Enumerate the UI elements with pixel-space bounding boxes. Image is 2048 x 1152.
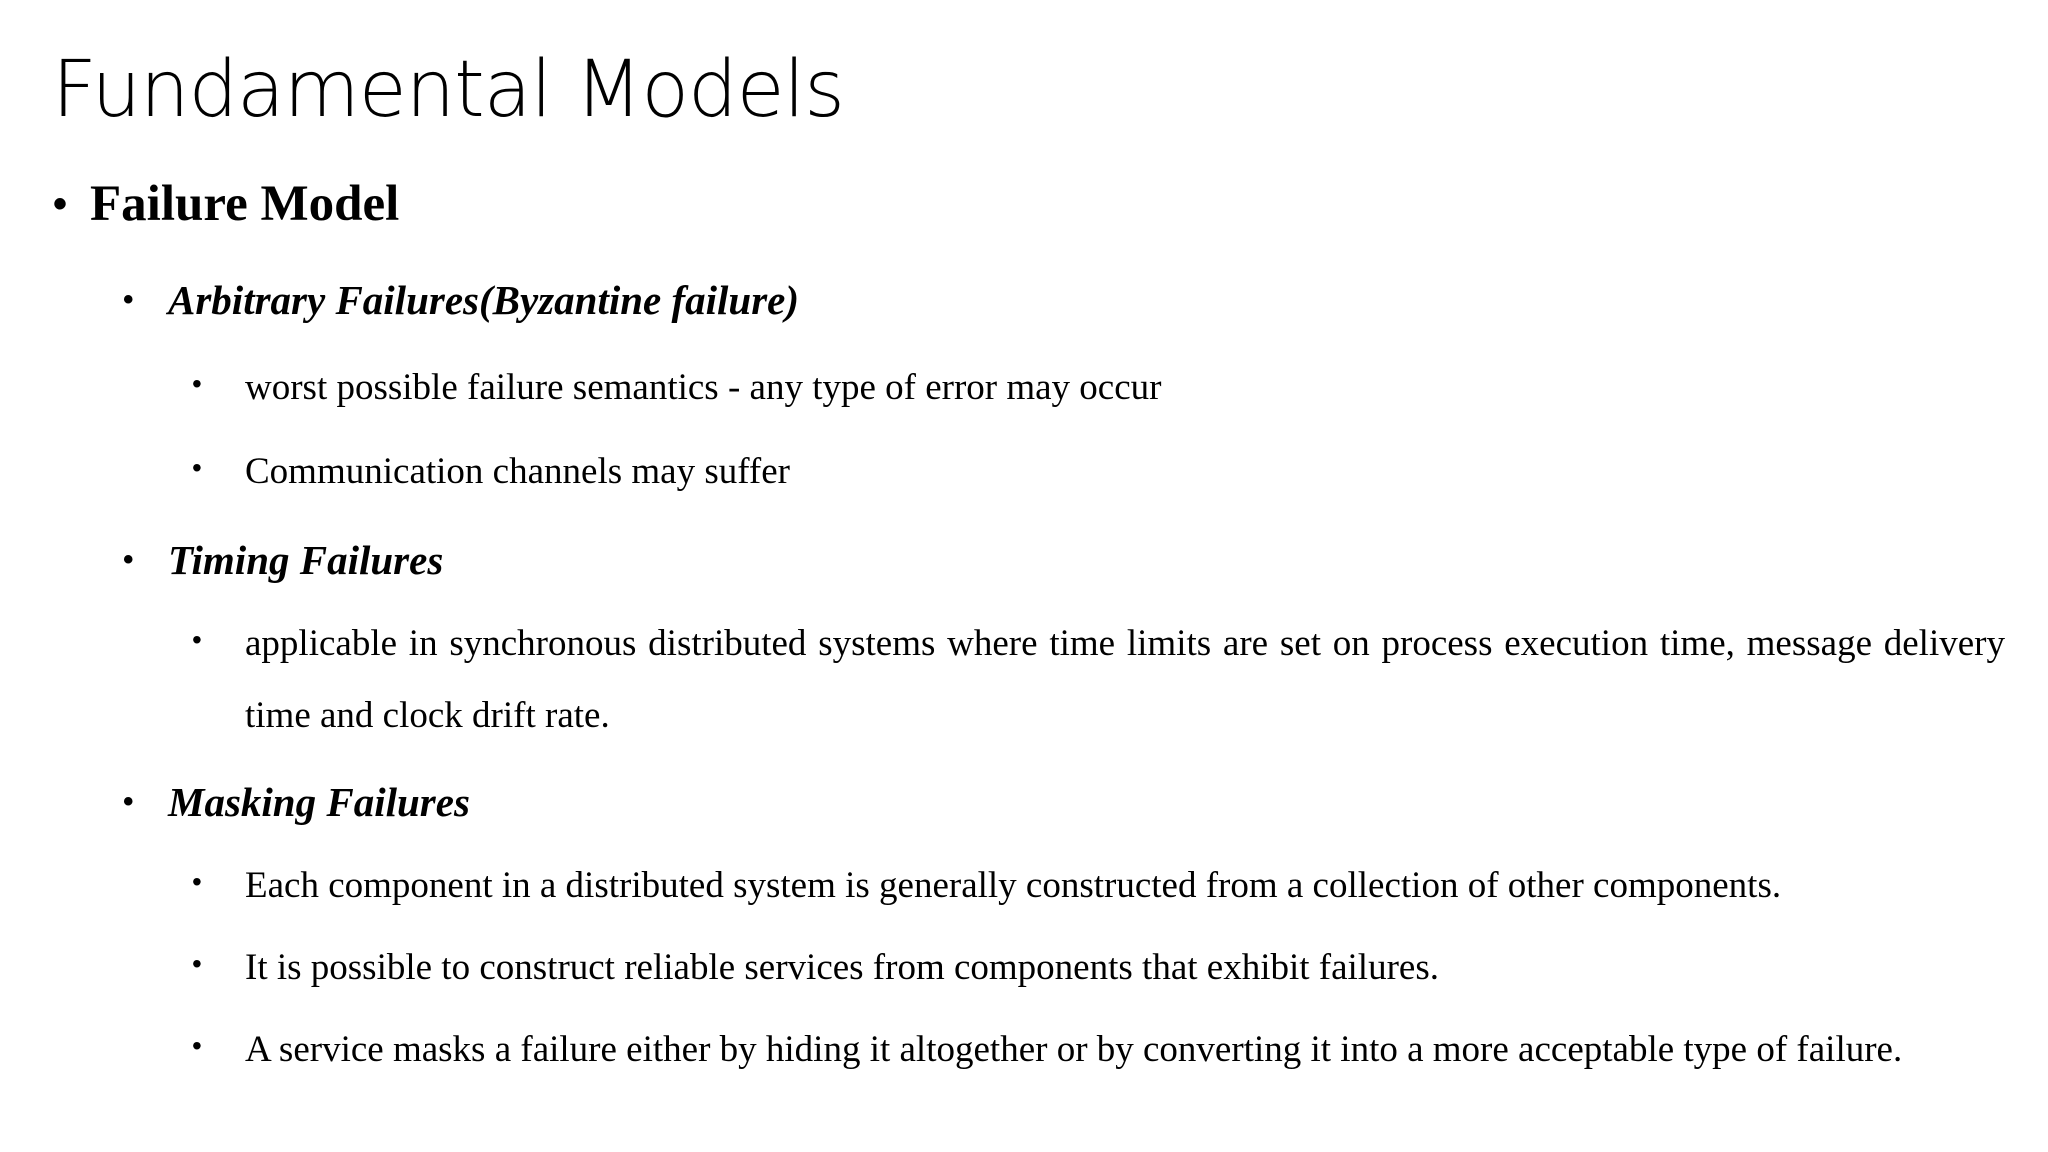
bullet-arbitrary-point-1: [192, 352, 1162, 424]
bullet-arbitrary-failures: [123, 274, 800, 326]
point-text: worst possible failure semantics - any type of error may occur: [245, 367, 1162, 408]
point-text: applicable in synchronous distributed systems where time limits are set on process execution time, message delivery time and clock drift rate.: [245, 623, 2005, 736]
bullet-icon: •: [123, 283, 134, 316]
point-text: A service masks a failure either by hiding it altogether or by converting it into a more acceptable type of failure.: [245, 1029, 1903, 1070]
bullet-icon: •: [192, 452, 202, 483]
subheading-masking: Masking Failures: [168, 779, 470, 825]
bullet-icon: •: [192, 1030, 202, 1061]
point-text: It is possible to construct reliable services from components that exhibit failures.: [245, 947, 1439, 988]
bullet-masking-failures: [123, 776, 470, 828]
bullet-icon: •: [123, 785, 134, 818]
bullet-icon: •: [123, 543, 134, 576]
bullet-masking-point-1: [192, 850, 1782, 922]
bullet-icon: •: [192, 624, 202, 655]
bullet-icon: •: [192, 368, 202, 399]
bullet-masking-point-2: [192, 932, 1439, 1004]
bullet-icon: •: [53, 182, 68, 226]
point-text: Communication channels may suffer: [245, 451, 790, 492]
section-heading: Failure Model: [90, 176, 400, 232]
subheading-arbitrary: Arbitrary Failures(Byzantine failure): [168, 277, 800, 323]
slide-title: Fundamental Models: [52, 45, 844, 135]
bullet-masking-point-3: [192, 1014, 2005, 1086]
bullet-icon: •: [192, 866, 202, 897]
bullet-icon: •: [192, 948, 202, 979]
bullet-failure-model: [53, 172, 400, 236]
subheading-timing: Timing Failures: [168, 537, 444, 583]
bullet-arbitrary-point-2: [192, 436, 790, 508]
bullet-timing-point-1: [192, 608, 2005, 752]
bullet-timing-failures: [123, 534, 444, 586]
point-text: Each component in a distributed system is generally constructed from a collection of other components.: [245, 865, 1782, 906]
